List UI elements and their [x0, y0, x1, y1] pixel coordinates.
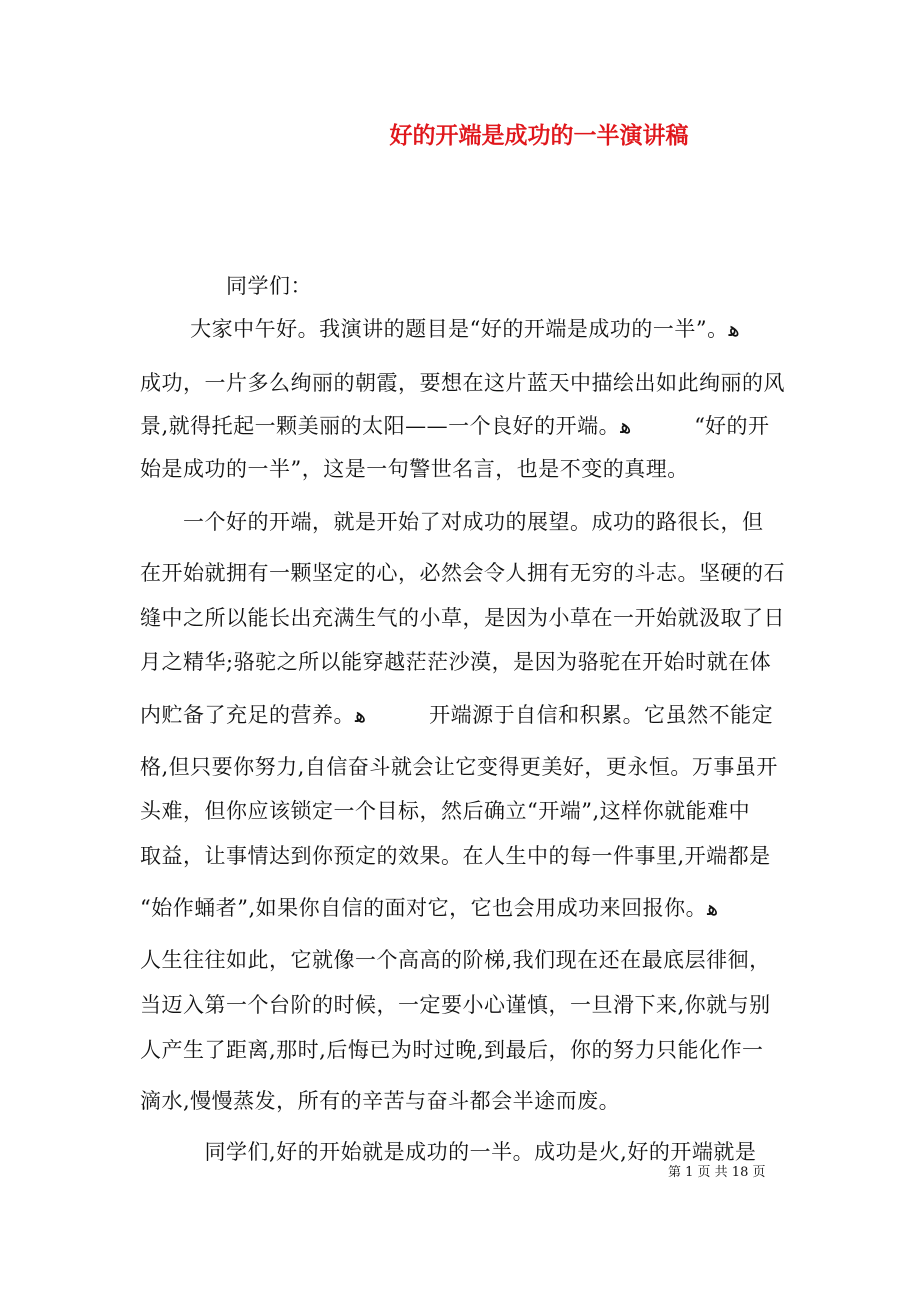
text-line: 成功，一片多么绚丽的朝霞，要想在这片蓝天中描绘出如此绚丽的风: [140, 371, 785, 395]
text-line: 头难，但你应该锁定一个目标，然后确立“开端”,这样你就能难中: [140, 799, 751, 823]
text-line: 月之精华;骆驼之所以能穿越茫茫沙漠，是因为骆驼在开始时就在体: [140, 650, 772, 674]
document-title: 好的开端是成功的一半演讲稿: [389, 122, 689, 149]
text-line: 取益，让事情达到你预定的效果。在人生中的每一件事里,开端都是: [140, 844, 771, 868]
text-line: 当迈入第一个台阶的时候，一定要小心谨慎，一旦滑下来,你就与别: [140, 993, 771, 1017]
text-line: 缝中之所以能长出充满生气的小草，是因为小草在一开始就汲取了日: [140, 606, 785, 630]
text-line: 在开始就拥有一颗坚定的心，必然会令人拥有无穷的斗志。坚硬的石: [140, 561, 785, 585]
text-line: 内贮备了充足的营养。ﻫ 开端源于自信和积累。它虽然不能定: [140, 703, 774, 727]
text-line: 大家中午好。我演讲的题目是“好的开端是成功的一半”。ﻫ: [140, 317, 740, 341]
text-line: 滴水,慢慢蒸发，所有的辛苦与奋斗都会半途而废。: [140, 1089, 621, 1113]
text-line: 同学们,好的开始就是成功的一半。成功是火,好的开端就是: [140, 1140, 757, 1164]
text-line: 格,但只要你努力,自信奋斗就会让它变得更美好，更永恒。万事虽开: [140, 755, 778, 779]
text-line: 始是成功的一半”，这是一句警世名言，也是不变的真理。: [140, 457, 689, 481]
text-line: 一个好的开端，就是开始了对成功的展望。成功的路很长，但: [140, 510, 764, 534]
text-line: “始作蛹者”,如果你自信的面对它，它也会用成功来回报你。ﻫ: [140, 896, 719, 920]
text-line: 同学们：: [140, 274, 312, 298]
text-line: 人生往往如此，它就像一个高高的阶梯,我们现在还在最底层徘徊，: [140, 948, 771, 972]
text-line: 人产生了距离,那时,后悔已为时过晚,到最后，你的努力只能化作一: [140, 1038, 764, 1062]
text-line: 景,就得托起一颗美丽的太阳——一个良好的开端。ﻫ “好的开: [140, 414, 770, 438]
page-number: 第 1 页 共 18 页: [668, 1165, 766, 1180]
